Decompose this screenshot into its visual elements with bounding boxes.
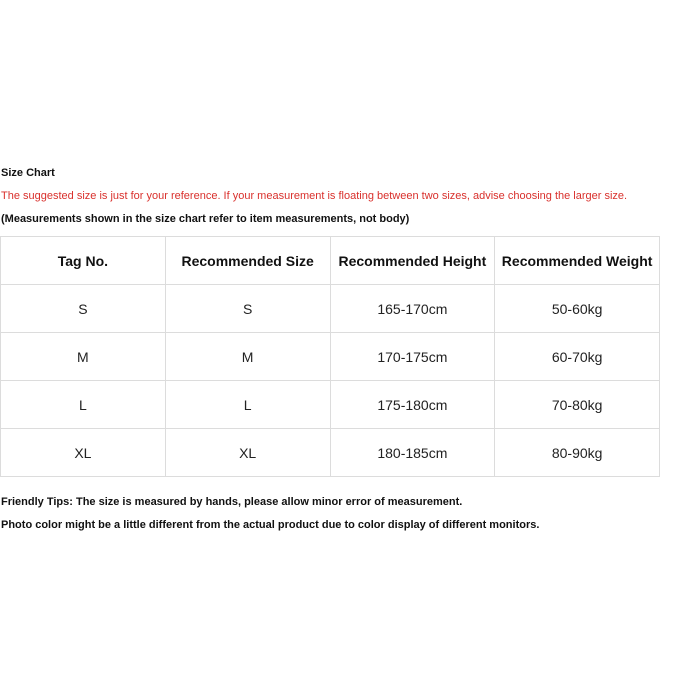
cell-recommended-height: 165-170cm	[330, 285, 495, 333]
cell-recommended-weight: 50-60kg	[495, 285, 660, 333]
cell-tag-no: S	[1, 285, 166, 333]
cell-recommended-size: XL	[165, 429, 330, 477]
table-row	[1, 381, 660, 429]
cell-tag-no: L	[1, 381, 166, 429]
table-header-row	[1, 237, 660, 285]
cell-recommended-weight: 60-70kg	[495, 333, 660, 381]
friendly-tips: Friendly Tips: The size is measured by hands, please allow minor error of measurement.	[1, 496, 463, 508]
header-recommended-height: Recommended Height	[330, 237, 495, 285]
header-recommended-weight: Recommended Weight	[495, 237, 660, 285]
table-row	[1, 333, 660, 381]
header-tag-no: Tag No.	[1, 237, 166, 285]
measurement-note: (Measurements shown in the size chart refer to item measurements, not body)	[1, 213, 410, 225]
header-recommended-size: Recommended Size	[165, 237, 330, 285]
cell-recommended-height: 180-185cm	[330, 429, 495, 477]
cell-tag-no: XL	[1, 429, 166, 477]
photo-color-note: Photo color might be a little different from the actual product due to color display of different monitors.	[1, 519, 540, 531]
cell-recommended-height: 175-180cm	[330, 381, 495, 429]
size-chart-title: Size Chart	[1, 167, 55, 179]
cell-tag-no: M	[1, 333, 166, 381]
size-chart-table	[0, 236, 660, 477]
cell-recommended-size: M	[165, 333, 330, 381]
table-row	[1, 429, 660, 477]
cell-recommended-weight: 70-80kg	[495, 381, 660, 429]
cell-recommended-size: S	[165, 285, 330, 333]
cell-recommended-size: L	[165, 381, 330, 429]
cell-recommended-weight: 80-90kg	[495, 429, 660, 477]
size-reference-notice: The suggested size is just for your reference. If your measurement is floating between two sizes, advise choosing the larger size.	[1, 190, 628, 202]
cell-recommended-height: 170-175cm	[330, 333, 495, 381]
table-row	[1, 285, 660, 333]
